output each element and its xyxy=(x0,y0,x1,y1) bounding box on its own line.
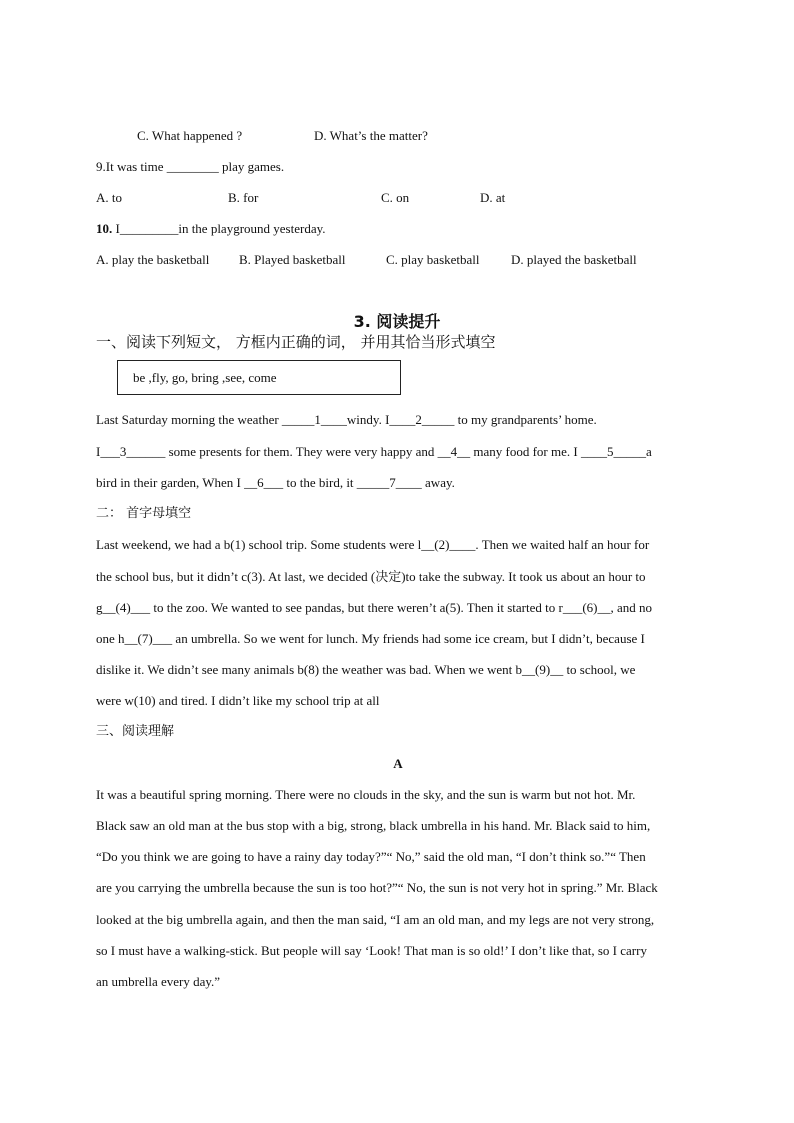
part1-line: bird in their garden, When I __6___ to the bird, it _____7____ away. xyxy=(96,475,455,490)
q10-stem: I_________in the playground yesterday. xyxy=(112,221,326,236)
word-box: be ,fly, go, bring ,see, come xyxy=(117,360,401,395)
q9-stem: 9.It was time ________ play games. xyxy=(96,159,285,174)
passage-line: are you carrying the umbrella because the sun is too hot?”“ No, the sun is not very hot in spring.” Mr. Black xyxy=(96,880,658,895)
part2-line: the school bus, but it didn’t c(3). At last, we decided (决定)to take the subway. It took us about an hour to xyxy=(96,569,646,584)
q9-option-a: A. to xyxy=(96,190,122,205)
part2-line: g__(4)___ to the zoo. We wanted to see pandas, but there weren’t a(5). Then it started to r___(6)__, and no xyxy=(96,600,652,615)
q10-option-b: B. Played basketball xyxy=(239,252,346,267)
passage-line: so I must have a walking-stick. But people will say ‘Look! That man is so old!’ I don’t like that, so I carry xyxy=(96,943,647,958)
part2-line: one h__(7)___ an umbrella. So we went for lunch. My friends had some ice cream, but I didn’t, because I xyxy=(96,631,645,646)
part2-line: were w(10) and tired. I didn’t like my school trip at all xyxy=(96,693,380,708)
q10-option-a: A. play the basketball xyxy=(96,252,210,267)
passage-label: A xyxy=(393,756,403,771)
passage-line: Black saw an old man at the bus stop with a big, strong, black umbrella in his hand. Mr. Black said to him, xyxy=(96,818,651,833)
q10-stem-row xyxy=(96,220,700,238)
passage-line: It was a beautiful spring morning. There were no clouds in the sky, and the sun is warm but not hot. Mr. xyxy=(96,787,636,802)
q9-option-d: D. at xyxy=(480,190,506,205)
passage-line: an umbrella every day.” xyxy=(96,974,221,989)
part3-title: 三、阅读理解 xyxy=(96,724,175,739)
q10-number: 10. xyxy=(96,221,113,236)
part2-line: Last weekend, we had a b(1) school trip. Some students were l__(2)____. Then we waited half an hour for xyxy=(96,537,650,552)
passage-line: looked at the big umbrella again, and then the man said, “I am an old man, and my legs are not very strong, xyxy=(96,912,655,927)
part1-line: Last Saturday morning the weather _____1____windy. I____2_____ to my grandparents’ home. xyxy=(96,412,597,427)
section-heading: 3. 阅读提升 xyxy=(353,312,441,331)
q10-option-c: C. play basketball xyxy=(386,252,480,267)
part2-line: dislike it. We didn’t see many animals b(8) the weather was bad. When we went b__(9)__ to school, we xyxy=(96,662,636,677)
q9-option-c: C. on xyxy=(381,190,410,205)
part1-line: I___3______ some presents for them. They were very happy and __4__ many food for me. I ____5_____a xyxy=(96,444,652,459)
part1-title: 一、阅读下列短文， 方框内正确的词， 并用其恰当形式填空 xyxy=(96,333,496,351)
q10-option-d: D. played the basketball xyxy=(511,252,637,267)
q9-option-b: B. for xyxy=(228,190,259,205)
part2-title: 二： 首字母填空 xyxy=(96,506,192,521)
q8-option-d: D. What’s the matter? xyxy=(314,128,428,143)
q8-option-c: C. What happened ? xyxy=(137,128,243,143)
passage-line: “Do you think we are going to have a rainy day today?”“ No,” said the old man, “I don’t think so.”“ Then xyxy=(96,849,646,864)
